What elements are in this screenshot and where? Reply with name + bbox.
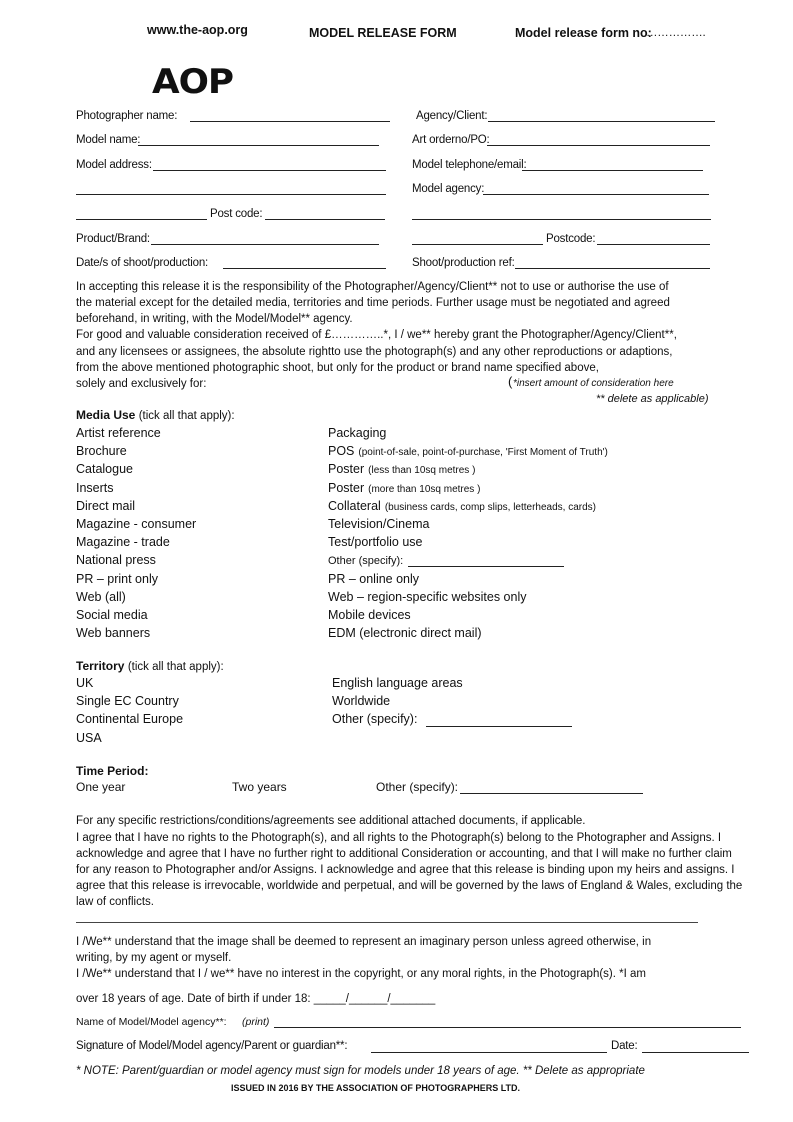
intro-line-1: In accepting this release it is the responsibility of the Photographer/Agency/Client** not to use or authorise the use of: [76, 281, 669, 293]
intro-line-5: and any licensees or assignees, the absolute rightto use the photograph(s) and any other reproductions or adaptions,: [76, 346, 673, 358]
issued-by: ISSUED IN 2016 BY THE ASSOCIATION OF PHOTOGRAPHERS LTD.: [231, 1083, 521, 1093]
territory-option[interactable]: Worldwide: [332, 694, 391, 709]
shoot-ref-label: Shoot/production ref:: [412, 257, 515, 269]
media-use-heading: [76, 408, 235, 422]
note-delete: ** delete as applicable): [596, 393, 709, 405]
media-option[interactable]: [328, 517, 429, 531]
territory-heading: [76, 659, 224, 673]
territory-option[interactable]: Continental Europe: [76, 712, 184, 727]
media-other-field[interactable]: [408, 566, 564, 567]
model-tel-email-field[interactable]: [522, 170, 703, 171]
media-option-detail: (less than 10sq metres ): [368, 465, 476, 477]
post-code-field[interactable]: [265, 219, 385, 220]
signature-label: Signature of Model/Model agency/Parent or guardian**:: [76, 1040, 348, 1052]
media-option-label: Packaging: [328, 426, 387, 440]
agreement-line-6: law of conflicts.: [76, 896, 154, 908]
postcode-right-label: Postcode:: [546, 233, 596, 245]
agreement-line-4: for any reason to Photographer and/or Assigns. I acknowledge and agree that this release is binding upon my heirs and assigns. I: [76, 864, 735, 876]
media-option[interactable]: [328, 572, 419, 586]
date-label: Date:: [611, 1040, 638, 1052]
media-option[interactable]: [328, 444, 608, 458]
photographer-name-field[interactable]: [190, 121, 390, 122]
note-paren: (: [508, 374, 513, 389]
intro-line-3: beforehand, in writing, with the Model/Model** agency.: [76, 313, 353, 325]
declaration-line-2: writing, by my agent or myself.: [76, 952, 232, 964]
media-option[interactable]: Artist reference: [76, 426, 161, 440]
media-option[interactable]: Magazine - consumer: [76, 517, 197, 531]
footer-note: * NOTE: Parent/guardian or model agency must sign for models under 18 years of age. ** Delete as appropriate: [76, 1065, 645, 1077]
media-option[interactable]: [328, 426, 386, 440]
media-option[interactable]: [328, 608, 411, 622]
dates-of-shoot-label: Date/s of shoot/production:: [76, 257, 209, 269]
declaration-dob[interactable]: over 18 years of age. Date of birth if under 18: _____/______/_______: [76, 993, 436, 1005]
media-option[interactable]: Magazine - trade: [76, 535, 170, 550]
model-agency-field[interactable]: [483, 194, 709, 195]
agency-address-field[interactable]: [412, 244, 543, 245]
model-agency-label: Model agency:: [412, 183, 485, 195]
time-other-label: Other (specify):: [376, 780, 459, 794]
model-name-print-field[interactable]: [274, 1027, 741, 1028]
territory-option[interactable]: English language areas: [332, 676, 463, 690]
postcode-right-field[interactable]: [597, 244, 710, 245]
media-option[interactable]: National press: [76, 553, 156, 568]
agreement-line-5: agree that this release is irrevocable, worldwide and perpetual, and will be governed by the laws of England & Wales, excluding the: [76, 880, 743, 892]
media-option-label: Test/portfolio use: [328, 535, 423, 550]
website-url: www.the-aop.org: [147, 23, 248, 37]
art-order-po-label: Art orderno/PO:: [412, 134, 490, 146]
media-option[interactable]: [328, 499, 596, 513]
territory-other-field[interactable]: [426, 726, 572, 727]
time-period-heading: Time Period:: [76, 764, 149, 778]
media-option[interactable]: [328, 481, 480, 495]
media-option[interactable]: [328, 626, 482, 640]
media-option-label: Mobile devices: [328, 608, 411, 622]
release-no-label: Model release form no:: [515, 26, 652, 40]
media-option-label: PR – online only: [328, 571, 420, 586]
media-option-label: EDM (electronic direct mail): [328, 626, 482, 641]
time-one-year[interactable]: One year: [76, 780, 126, 794]
media-option-detail: (point-of-sale, point-of-purchase, 'First Moment of Truth'): [358, 447, 608, 459]
agency-client-label: Agency/Client:: [416, 110, 488, 122]
shoot-ref-field[interactable]: [515, 268, 710, 269]
agreement-line-1: For any specific restrictions/conditions/agreements see additional attached documents, if applicable.: [76, 815, 586, 827]
media-option[interactable]: [328, 462, 475, 476]
media-option-label: Poster: [328, 462, 365, 477]
model-agency-field-2[interactable]: [412, 219, 711, 220]
print-label: (print): [242, 1016, 270, 1028]
territory-title: Territory: [76, 659, 125, 673]
time-two-years[interactable]: Two years: [232, 780, 287, 794]
media-option[interactable]: Web (all): [76, 589, 126, 604]
aop-logo: AOP: [152, 62, 233, 102]
model-name-field[interactable]: [138, 145, 379, 146]
media-option-detail: (more than 10sq metres ): [368, 483, 481, 495]
model-address-field-2[interactable]: [76, 194, 386, 195]
agreement-divider: [76, 922, 698, 923]
media-use-sub: (tick all that apply):: [138, 410, 235, 422]
media-option-label: Television/Cinema: [328, 517, 430, 531]
time-other-field[interactable]: [460, 793, 643, 794]
model-address-field-1[interactable]: [153, 170, 386, 171]
intro-line-4: For good and valuable consideration received of £…………..*, I / we** hereby grant the Photographer/Agency/Client**,: [76, 329, 677, 341]
media-option[interactable]: [328, 553, 403, 567]
note-consideration: *insert amount of consideration here: [513, 378, 674, 389]
media-option[interactable]: Catalogue: [76, 462, 133, 477]
territory-option[interactable]: UK: [76, 676, 94, 690]
media-option-label: Web – region-specific websites only: [328, 589, 527, 604]
model-name-label: Model name:: [76, 134, 141, 146]
dates-of-shoot-field[interactable]: [223, 268, 386, 269]
territory-option[interactable]: USA: [76, 730, 102, 745]
agency-client-field[interactable]: [488, 121, 715, 122]
media-option-detail: Other (specify):: [328, 555, 404, 568]
declaration-line-3: I /We** understand that I / we** have no interest in the copyright, or any moral rights, in the Photograph(s). *I am: [76, 968, 646, 980]
model-address-field-3[interactable]: [76, 219, 207, 220]
model-name-print-label: Name of Model/Model agency**:: [76, 1016, 227, 1028]
form-title: MODEL RELEASE FORM: [309, 26, 457, 40]
media-option[interactable]: Web banners: [76, 626, 151, 641]
post-code-label: Post code:: [210, 208, 263, 220]
photographer-name-label: Photographer name:: [76, 110, 178, 122]
intro-line-2: the material except for the detailed media, territories and time periods. Further usage must be negotiated and agreed: [76, 297, 670, 309]
product-brand-label: Product/Brand:: [76, 233, 150, 245]
media-option[interactable]: [328, 535, 423, 549]
model-address-label: Model address:: [76, 159, 152, 171]
agreement-line-3: acknowledge and agree that I have no further right to additional Consideration or accounting, and that I will make no further claim: [76, 848, 732, 860]
media-option[interactable]: Social media: [76, 608, 148, 622]
media-option-label: POS: [328, 444, 355, 459]
media-option[interactable]: PR – print only: [76, 571, 158, 586]
intro-line-7: solely and exclusively for:: [76, 378, 207, 390]
model-tel-email-label: Model telephone/email:: [412, 159, 527, 171]
agreement-line-2: I agree that I have no rights to the Photograph(s), and all rights to the Photograph(s) belong to the Photographer and Assigns. I: [76, 832, 722, 844]
media-option[interactable]: Direct mail: [76, 498, 136, 513]
media-use-title: Media Use: [76, 408, 136, 422]
date-field[interactable]: [642, 1052, 749, 1053]
media-option-label: Collateral: [328, 498, 381, 513]
declaration-line-1: I /We** understand that the image shall be deemed to represent an imaginary person unless agreed otherwise, in: [76, 936, 652, 948]
media-option[interactable]: Inserts: [76, 480, 114, 495]
intro-line-6: from the above mentioned photographic shoot, but only for the product or brand name specified above,: [76, 362, 599, 374]
media-option[interactable]: Brochure: [76, 444, 127, 459]
media-option[interactable]: [328, 590, 526, 604]
art-order-po-field[interactable]: [487, 145, 710, 146]
signature-field[interactable]: [371, 1052, 607, 1053]
release-no-field[interactable]: …………….: [646, 27, 706, 39]
media-option-detail: (business cards, comp slips, letterheads, cards): [384, 501, 597, 513]
territory-sub: (tick all that apply):: [127, 661, 224, 673]
media-option-label: Poster: [328, 480, 365, 495]
territory-option[interactable]: Other (specify):: [332, 712, 418, 727]
product-brand-field[interactable]: [151, 244, 379, 245]
territory-option[interactable]: Single EC Country: [76, 694, 179, 709]
